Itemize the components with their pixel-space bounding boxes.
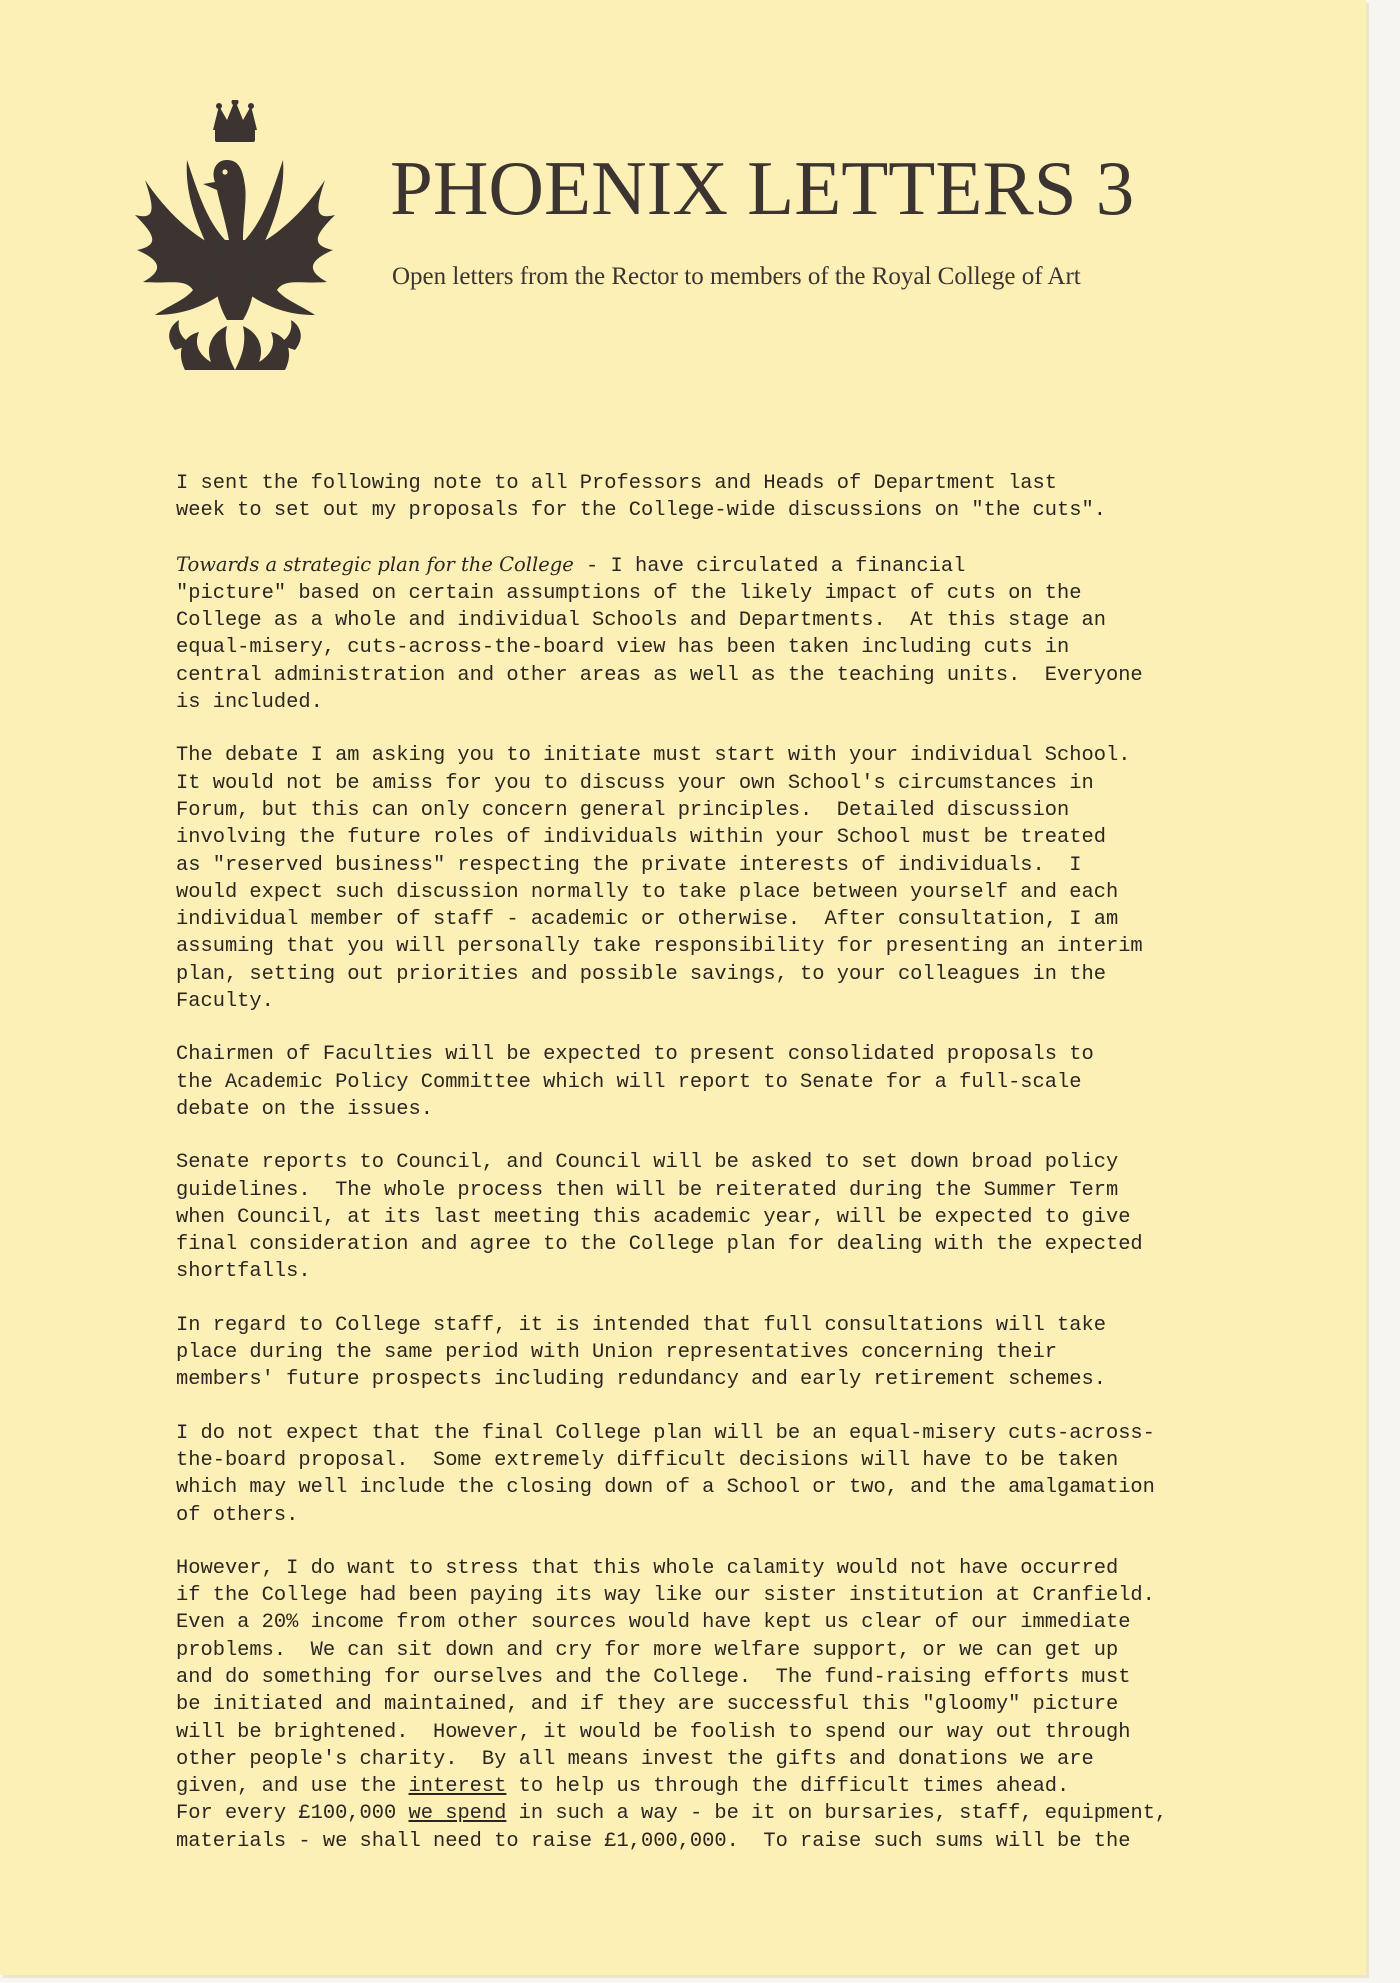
text-line: I do not expect that the final College plan will be an equal-misery cuts-across- [176,1421,1155,1445]
text-line: involving the future roles of individuals within your School must be treated [176,826,1106,850]
paragraph-senate [176,1149,1256,1285]
text-line: In regard to College staff, it is intended that full consultations will take [176,1313,1106,1337]
text-line: place during the same period with Union representatives concerning their [176,1341,1058,1365]
paragraph-staff [176,1312,1256,1394]
text-line: The debate I am asking you to initiate must start with your individual School. [176,744,1131,768]
letter-body [176,470,1256,1881]
text-line: is included. [176,691,323,715]
text-line: Even a 20% income from other sources would have kept us clear of our immediate [176,1611,1131,1635]
underlined-word: interest [408,1775,507,1799]
text-line: when Council, at its last meeting this academic year, will be expected to give [176,1205,1131,1229]
text-line: which may well include the closing down of a School or two, and the amalgamation [176,1476,1155,1500]
text-line: final consideration and agree to the College plan for dealing with the expected [176,1233,1143,1257]
text-line: be initiated and maintained, and if they are successful this "gloomy" picture [176,1693,1119,1717]
text-line: Forum, but this can only concern general principles. Detailed discussion [176,798,1070,822]
section-heading: Towards a strategic plan for the College [176,552,574,576]
text-line: Faculty. [176,990,274,1014]
paragraph-fundraising [176,1555,1256,1855]
paragraph-final-plan [176,1420,1256,1529]
text-line: It would not be amiss for you to discuss your own School's circumstances in [176,771,1094,795]
text-fragment: For every £100,000 [176,1802,409,1826]
text-fragment: to help us through the difficult times ahead. [506,1775,1070,1799]
text-fragment: in such a way - be it on bursaries, staff, equipment, [506,1802,1168,1826]
text-line: College as a whole and individual Schools and Departments. At this stage an [176,609,1106,633]
paragraph-faculties [176,1041,1256,1123]
text-fragment: - I have circulated a financial [573,554,966,578]
text-line: materials - we shall need to raise £1,000,000. To raise such sums will be the [176,1829,1131,1853]
text-line: if the College had been paying its way like our sister institution at Cranfield. [176,1584,1155,1608]
text-line: would expect such discussion normally to take place between yourself and each [176,880,1119,904]
text-line: I sent the following note to all Professors and Heads of Department last [176,472,1058,495]
text-line: of others. [176,1503,299,1527]
underlined-phrase: we spend [408,1802,507,1826]
text-line: equal-misery, cuts-across-the-board view has been taken including cuts in [176,636,1070,660]
text-line: assuming that you will personally take responsibility for presenting an interim [176,935,1143,959]
text-line: problems. We can sit down and cry for more welfare support, or we can get up [176,1638,1119,1662]
text-line: Chairmen of Faculties will be expected to present consolidated proposals to [176,1043,1094,1067]
text-line [176,1773,1256,1800]
text-line: "picture" based on certain assumptions of the likely impact of cuts on the [176,581,1082,605]
text-fragment: given, and use the [176,1775,409,1799]
text-line: and do something for ourselves and the College. The fund-raising efforts must [176,1665,1131,1689]
text-line: other people's charity. By all means invest the gifts and donations we are [176,1747,1094,1771]
text-line: the Academic Policy Committee which will report to Senate for a full-scale [176,1070,1082,1094]
text-line: will be brightened. However, it would be foolish to spend our way out through [176,1720,1131,1744]
text-line: guidelines. The whole process then will be reiterated during the Summer Term [176,1178,1119,1202]
paragraph-strategic-plan [176,551,1256,717]
text-line: debate on the issues. [176,1097,433,1121]
text-line: plan, setting out priorities and possible savings, to your colleagues in the [176,962,1106,986]
paragraph-intro [176,470,1256,525]
text-line: central administration and other areas as well as the teaching units. Everyone [176,663,1143,687]
text-line: week to set out my proposals for the College-wide discussions on "the cuts". [176,499,1106,523]
masthead-title: PHOENIX LETTERS 3 [390,145,1135,231]
text-line [176,1800,1256,1827]
text-line: the-board proposal. Some extremely difficult decisions will have to be taken [176,1448,1119,1472]
masthead-subtitle: Open letters from the Rector to members of the Royal College of Art [392,263,1081,290]
paragraph-debate [176,742,1256,1015]
text-line: However, I do want to stress that this whole calamity would not have occurred [176,1556,1119,1580]
text-line: Senate reports to Council, and Council will be asked to set down broad policy [176,1151,1119,1175]
text-line: individual member of staff - academic or otherwise. After consultation, I am [176,908,1119,932]
phoenix-crest-icon [115,100,355,380]
text-line: members' future prospects including redundancy and early retirement schemes. [176,1368,1106,1392]
text-line [176,551,1256,580]
text-line: shortfalls. [176,1260,311,1284]
text-line: as "reserved business" respecting the private interests of individuals. I [176,853,1082,877]
